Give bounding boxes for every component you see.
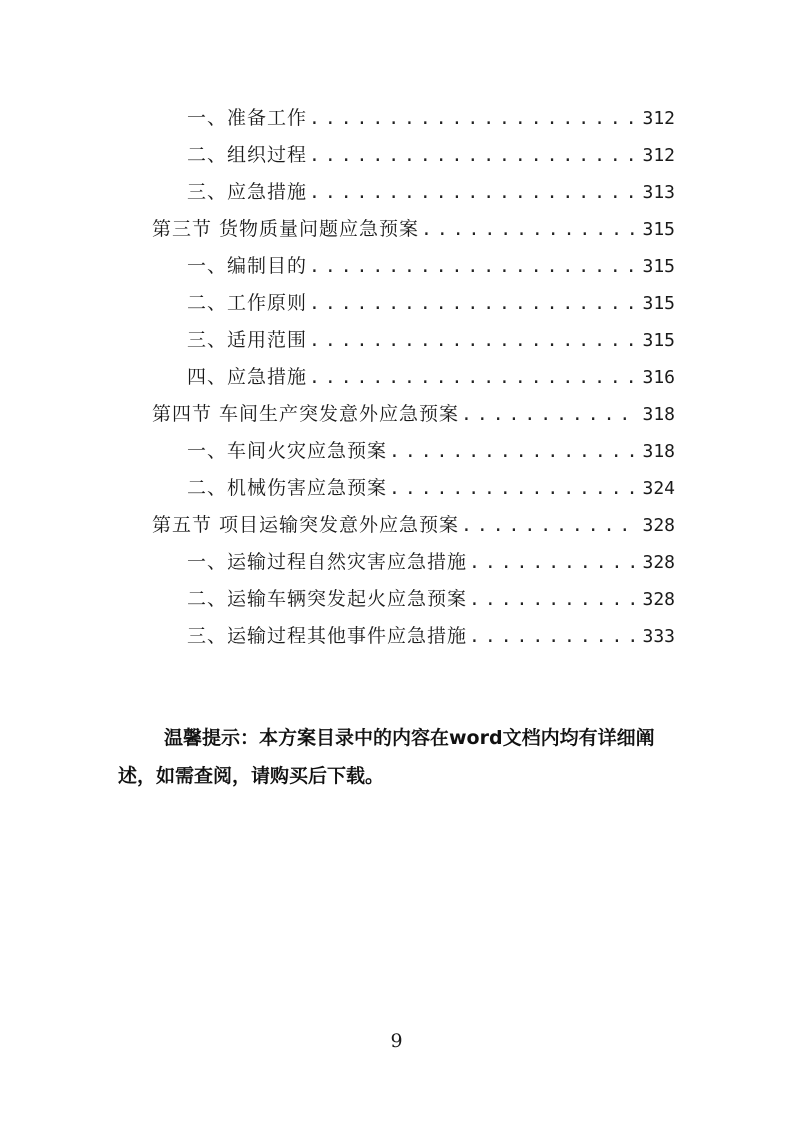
download-notice: 温馨提示：本方案目录中的内容在word文档内均有详细阐述，如需查阅，请购买后下载。 (118, 727, 655, 787)
toc-dot-leader (461, 396, 634, 433)
toc-section-entry[interactable] (152, 396, 675, 433)
toc-entry[interactable] (187, 433, 675, 470)
toc-entry[interactable] (187, 470, 675, 507)
toc-dot-leader (309, 137, 634, 174)
toc-dot-leader (469, 544, 634, 581)
toc-entry-page: 315 (642, 330, 675, 351)
toc-dot-leader (309, 322, 634, 359)
toc-entry-label: 二、工作原则 (187, 292, 308, 314)
toc-entry-page: 333 (642, 626, 675, 647)
page-number: 9 (390, 1030, 403, 1052)
toc-entry-page: 328 (642, 589, 675, 610)
toc-entry[interactable] (187, 581, 675, 618)
toc-entry[interactable] (187, 322, 675, 359)
toc-entry-label: 三、运输过程其他事件应急措施 (187, 625, 468, 647)
toc-entry[interactable] (187, 359, 675, 396)
toc-entry-label: 第四节 车间生产突发意外应急预案 (152, 403, 460, 425)
toc-entry-label: 二、机械伤害应急预案 (187, 477, 388, 499)
toc-entry-label: 一、车间火灾应急预案 (187, 440, 388, 462)
toc-dot-leader (309, 359, 634, 396)
toc-entry-page: 315 (642, 256, 675, 277)
toc-dot-leader (309, 174, 634, 211)
toc-entry-page: 316 (642, 367, 675, 388)
toc-entry[interactable] (187, 285, 675, 322)
toc-dot-leader (469, 581, 634, 618)
toc-entry-label: 四、应急措施 (187, 366, 308, 388)
toc-entry-page: 328 (642, 552, 675, 573)
toc-entry-page: 313 (642, 182, 675, 203)
toc-dot-leader (309, 285, 634, 322)
toc-dot-leader (389, 433, 634, 470)
toc-entry-page: 312 (642, 145, 675, 166)
toc-entry-label: 一、准备工作 (187, 107, 308, 129)
toc-entry-page: 324 (642, 478, 675, 499)
toc-entry-label: 二、运输车辆突发起火应急预案 (187, 588, 468, 610)
toc-entry-page: 315 (642, 219, 675, 240)
toc-entry-label: 三、适用范围 (187, 329, 308, 351)
toc-entry-page: 328 (642, 515, 675, 536)
toc-entry[interactable] (187, 174, 675, 211)
toc-entry-label: 第五节 项目运输突发意外应急预案 (152, 514, 460, 536)
toc-entry-page: 318 (642, 441, 675, 462)
toc-entry-page: 315 (642, 293, 675, 314)
toc-dot-leader (389, 470, 634, 507)
toc-entry[interactable] (187, 544, 675, 581)
toc-entry-page: 312 (642, 108, 675, 129)
toc-entry[interactable] (187, 137, 675, 174)
toc-dot-leader (461, 507, 634, 544)
toc-section-entry[interactable] (152, 211, 675, 248)
toc-entry[interactable] (187, 100, 675, 137)
toc-entry-label: 第三节 货物质量问题应急预案 (152, 218, 420, 240)
toc-entry-label: 二、组织过程 (187, 144, 308, 166)
toc-entry-label: 一、编制目的 (187, 255, 308, 277)
toc-dot-leader (309, 248, 634, 285)
toc-entry-label: 一、运输过程自然灾害应急措施 (187, 551, 468, 573)
toc-entry-page: 318 (642, 404, 675, 425)
toc-entry[interactable] (187, 618, 675, 655)
toc-dot-leader (309, 100, 634, 137)
toc-section-entry[interactable] (152, 507, 675, 544)
toc-dot-leader (469, 618, 634, 655)
toc-entry[interactable] (187, 248, 675, 285)
toc-entry-label: 三、应急措施 (187, 181, 308, 203)
toc-dot-leader (421, 211, 634, 248)
